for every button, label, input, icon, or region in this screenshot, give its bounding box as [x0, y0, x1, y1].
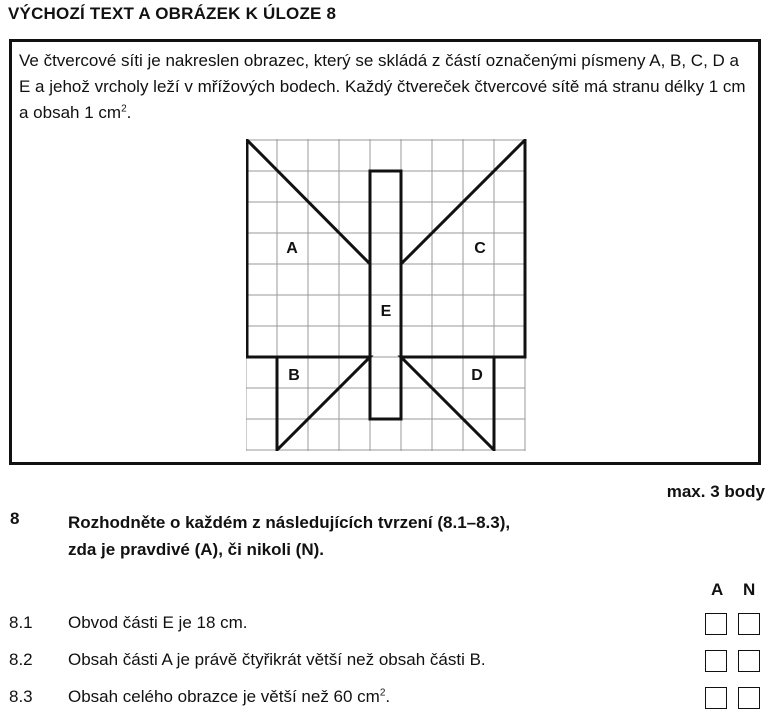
label-d: D — [471, 367, 483, 384]
statement-body: Obsah části A je právě čtyřikrát větší než obsah části B. — [68, 650, 486, 669]
statement-8-1 — [0, 610, 773, 640]
statement-number: 8.3 — [9, 687, 33, 706]
grid-lines — [246, 139, 525, 451]
intro-sup: 2 — [121, 103, 127, 115]
label-b: B — [288, 367, 300, 384]
max-points: max. 3 body — [666, 482, 765, 501]
column-header-no: N — [743, 580, 756, 599]
part-labels — [286, 240, 486, 384]
statement-body: Obvod části E je 18 cm. — [68, 613, 248, 632]
intro-end: . — [126, 103, 132, 122]
answer-no-checkbox[interactable] — [738, 650, 760, 672]
answer-yes-checkbox[interactable] — [705, 613, 727, 635]
answer-no-checkbox[interactable] — [738, 687, 760, 709]
label-c: C — [474, 240, 486, 257]
column-header-yes: A — [711, 580, 724, 599]
question-line-2: zda je pravdivé (A), či nikoli (N). — [68, 540, 324, 559]
intro-body: Ve čtvercové síti je nakreslen obrazec, který se skládá z částí označenými písmeny A, B, C, D a E a jehož vrcholy leží v mřížových bodech. Každý čtvereček čtvercové sítě má stranu délky 1 cm a obsah 1 cm — [19, 51, 746, 122]
statement-sup: 2 — [379, 687, 386, 699]
statement-8-3 — [0, 684, 773, 714]
statement-text — [68, 687, 390, 707]
question-text — [68, 509, 510, 563]
section-heading: VÝCHOZÍ TEXT A OBRÁZEK K ÚLOZE 8 — [8, 4, 337, 23]
label-a: A — [286, 240, 298, 257]
statement-text — [68, 613, 248, 633]
answer-no-checkbox[interactable] — [738, 613, 760, 635]
statement-text — [68, 650, 486, 670]
statement-8-2 — [0, 647, 773, 677]
answer-yes-checkbox[interactable] — [705, 650, 727, 672]
question-number: 8 — [10, 509, 20, 528]
statement-number: 8.1 — [9, 613, 33, 632]
answer-yes-checkbox[interactable] — [705, 687, 727, 709]
grid-figure — [246, 139, 530, 451]
intro-text — [19, 48, 754, 126]
statement-end: . — [385, 687, 391, 706]
label-e: E — [380, 303, 392, 320]
question-line-1: Rozhodněte o každém z následujících tvrzení (8.1–8.3), — [68, 513, 511, 532]
statement-number: 8.2 — [9, 650, 33, 669]
statement-body: Obsah celého obrazce je větší než 60 cm — [68, 687, 380, 706]
